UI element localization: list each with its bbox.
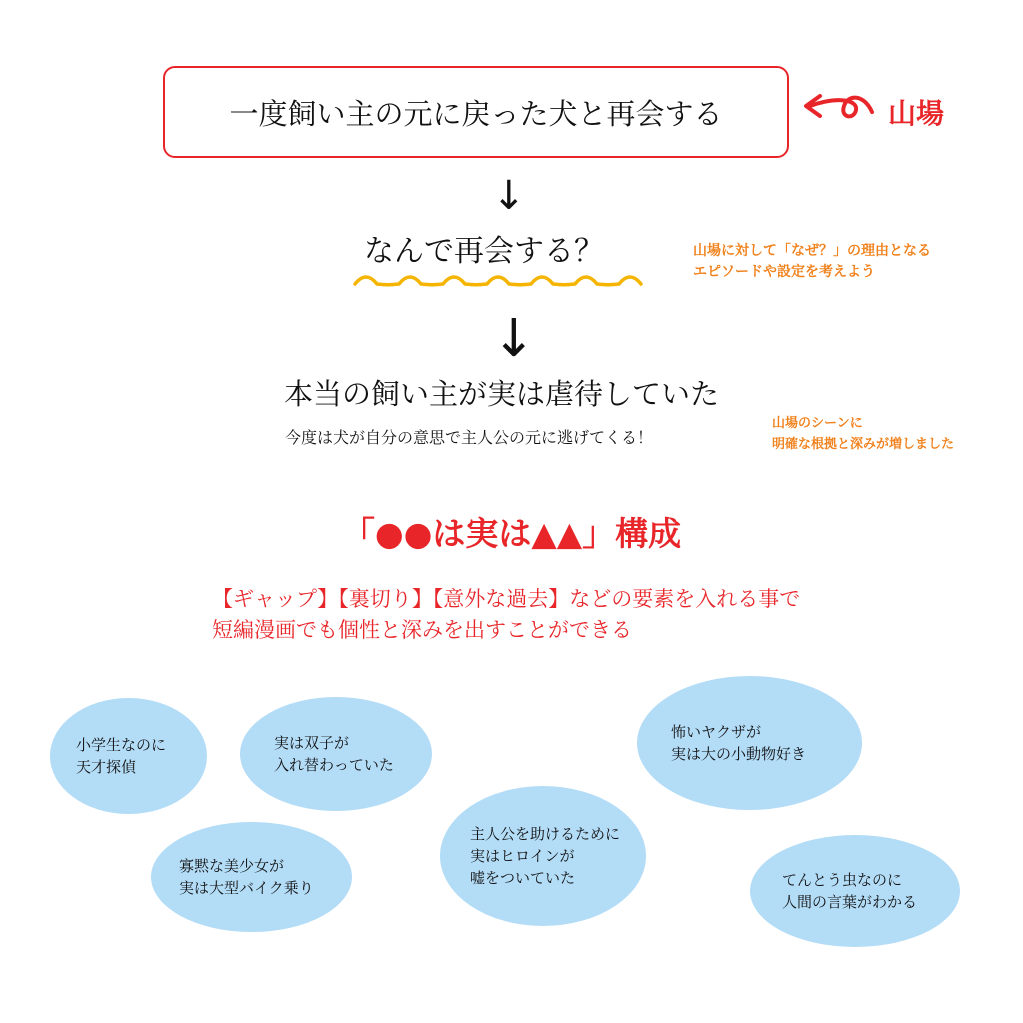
example-text: 実は双子が 入れ替わっていた xyxy=(274,734,394,774)
example-text: てんとう虫なのに 人間の言葉がわかる xyxy=(782,871,918,911)
example-text: 主人公を助けるために 実はヒロインが 嘘をついていた xyxy=(470,825,621,887)
answer-note xyxy=(772,413,954,455)
structure-description xyxy=(212,584,800,646)
example-bubble xyxy=(151,822,352,932)
answer-note-line: 明確な根拠と深みが増しました xyxy=(772,437,955,452)
example-text: 小学生なのに 天才探偵 xyxy=(76,736,167,776)
structure-description-line: 短編漫画でも個性と深みを出すことができる xyxy=(212,618,632,642)
example-bubble xyxy=(750,835,960,947)
climax-box xyxy=(163,66,789,158)
example-bubble xyxy=(637,676,862,810)
question-note-line: 山場に対して「なぜ？」の理由となる xyxy=(693,243,931,259)
answer-note-line: 山場のシーンに xyxy=(772,416,863,431)
curly-arrow-icon xyxy=(798,90,876,124)
down-arrow-icon: ↓ xyxy=(492,173,526,219)
answer-text: 本当の飼い主が実は虐待していた xyxy=(284,377,720,411)
climax-label: 山場 xyxy=(888,97,945,130)
question-note-line: エピソードや設定を考えよう xyxy=(693,264,875,280)
climax-text: 一度飼い主の元に戻った犬と再会する xyxy=(229,96,723,131)
wavy-underline xyxy=(352,268,658,294)
answer-subtext: 今度は犬が自分の意思で主人公の元に逃げてくる！ xyxy=(285,428,654,447)
question-text: なんで再会する？ xyxy=(364,234,604,269)
example-bubble xyxy=(440,786,646,926)
example-text: 怖いヤクザが 実は大の小動物好き xyxy=(671,723,807,763)
example-text: 寡黙な美少女が 実は大型バイク乗り xyxy=(179,857,314,897)
question-note xyxy=(693,241,931,283)
example-bubble xyxy=(240,697,432,811)
example-bubble xyxy=(50,698,207,814)
structure-description-line: 【ギャップ】【裏切り】【意外な過去】などの要素を入れる事で xyxy=(212,587,801,611)
down-arrow-icon: ↓ xyxy=(492,309,536,369)
structure-title: 「●●は実は▲▲」構成 xyxy=(341,514,682,553)
